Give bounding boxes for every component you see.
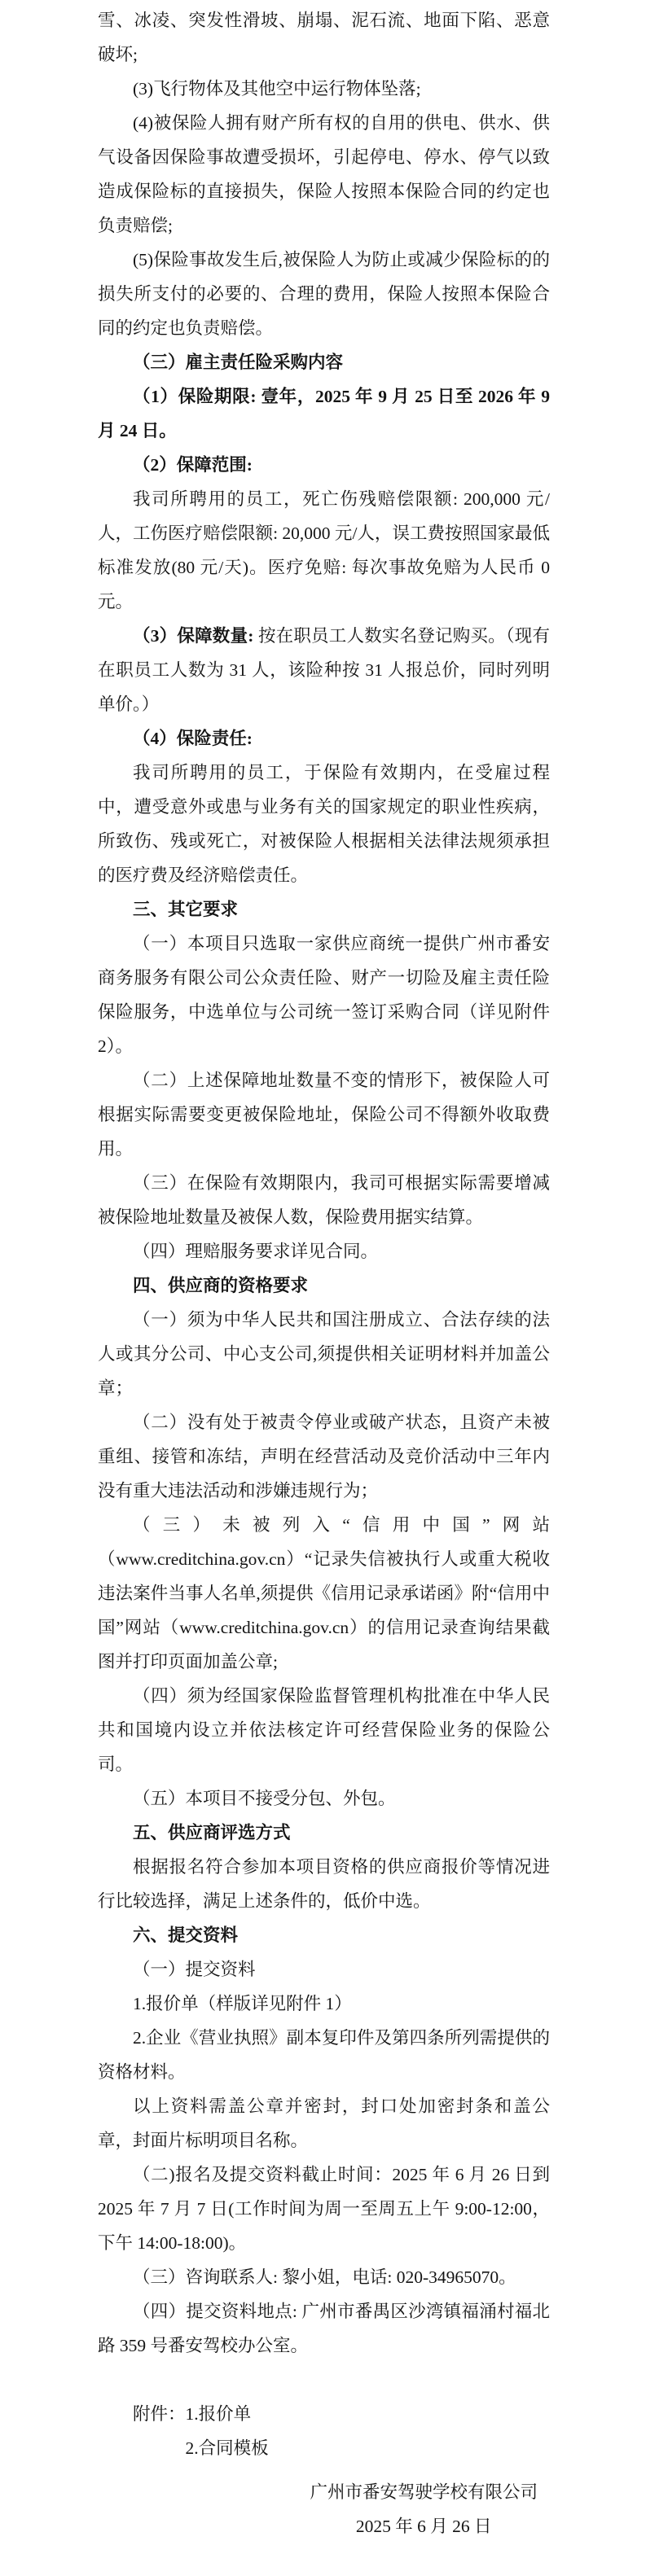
paragraph: 2.企业《营业执照》副本复印件及第四条所列需提供的资格材料。 [98,2028,550,2082]
paragraph: 我司所聘用的员工，于保险有效期内，在受雇过程中，遭受意外或患与业务有关的国家规定的职业性疾病，所致伤、残或死亡，对被保险人根据相关法律法规须承担的医疗费及经济赔偿责任。 [98,763,550,885]
paragraph: 以上资料需盖公章并密封，封口处加密封条和盖公章，封面片标明项目名称。 [98,2096,550,2150]
paragraph: (3)飞行物体及其他空中运行物体坠落; [133,79,421,99]
document-body [98,3,550,2363]
paragraph: 我司所聘用的员工，死亡伤残赔偿限额: 200,000 元/人，工伤医疗赔偿限额: 20,000 元/人，误工费按照国家最低标准发放(80 元/天)。医疗免赔: 每次事故免赔为人民币 0 元。 [98,489,550,611]
paragraph: (5)保险事故发生后,被保险人为防止或减少保险标的的损失所支付的必要的、合理的费用，保险人按照本保险合同的约定也负责赔偿。 [98,250,550,338]
signature-date: 2025 年 6 月 26 日 [355,2517,492,2536]
paragraph: （二）没有处于被责令停业或破产状态，且资产未被重组、接管和冻结，声明在经营活动及竞价活动中三年内没有重大违法活动和涉嫌违规行为； [98,1413,550,1500]
attachment-item: 2.合同模板 [185,2438,269,2458]
paragraph: （三）咨询联系人: 黎小姐，电话: 020-34965070。 [133,2267,516,2287]
paragraph: （三）在保险有效期限内，我司可根据实际需要增减被保险地址数量及被保人数，保险费用据实结算。 [98,1173,550,1227]
paragraph: 1.报价单（样版详见附件 1） [133,1994,352,2013]
paragraph: (4)被保险人拥有财产所有权的自用的供电、供水、供气设备因保险事故遭受损坏，引起停电、停水、停气以致造成保险标的直接损失，保险人按照本保险合同的约定也负责赔偿; [98,113,550,235]
paragraph: （四）提交资料地点: 广州市番禺区沙湾镇福涌村福北路 359 号番安驾校办公室。 [98,2302,550,2355]
paragraph: 雪、冰凌、突发性滑坡、崩塌、泥石流、地面下陷、恶意破坏; [98,11,550,64]
attachments-label: 附件： [133,2404,186,2424]
paragraph: （三）雇主责任险采购内容 [133,353,344,372]
paragraph: （一）本项目只选取一家供应商统一提供广州市番安商务服务有限公司公众责任险、财产一切险及雇主责任险保险服务，中选单位与公司统一签订采购合同（详见附件 2）。 [98,934,550,1056]
paragraph: （三）未被列入“信用中国”网站（www.creditchina.gov.cn）“记录失信被执行人或重大税收违法案件当事人名单,须提供《信用记录承诺函》附“信用中国”网站（www.creditchina.gov.cn）的信用记录查询结果截图并打印页面加盖公章; [98,1515,550,1671]
paragraph: （五）本项目不接受分包、外包。 [133,1789,396,1808]
paragraph: （二)报名及提交资料截止时间：2025 年 6 月 26 日到 2025 年 7 月 7 日(工作时间为周一至周五上午 9:00-12:00，下午 14:00-18:00)。 [98,2165,550,2253]
paragraph: （一）提交资料 [133,1960,256,1979]
paragraph: （一）须为中华人民共和国注册成立、合法存续的法人或其分公司、中心支公司,须提供相关证明材料并加盖公章； [98,1310,550,1398]
paragraph: 四、供应商的资格要求 [133,1276,309,1295]
attachments-block [98,2397,550,2465]
paragraph: （1）保险期限: 壹年，2025 年 9 月 25 日至 2026 年 9 月 24 日。 [98,387,550,440]
attachments-line [133,2397,550,2431]
signature-block [310,2475,538,2543]
attachment-item: 1.报价单 [185,2404,252,2424]
paragraph: （3）保障数量: 按在职员工人数实名登记购买。（现有在职员工人数为 31 人，该险种按 31 人报总价，同时列明单价。） [98,626,550,714]
paragraph: （四）须为经国家保险监督管理机构批准在中华人民共和国境内设立并依法核定许可经营保险业务的保险公司。 [98,1686,550,1774]
paragraph: 三、其它要求 [133,900,239,919]
paragraph: 六、提交资料 [133,1925,239,1945]
paragraph: （四）理赔服务要求详见合同。 [133,1242,379,1261]
paragraph: （4）保险责任: [133,729,253,748]
paragraph: 五、供应商评选方式 [133,1823,291,1842]
signature-company: 广州市番安驾驶学校有限公司 [310,2482,538,2502]
paragraph: 根据报名符合参加本项目资格的供应商报价等情况进行比较选择，满足上述条件的，低价中选。 [98,1857,550,1911]
paragraph: （2）保障范围: [133,455,253,475]
paragraph: （二）上述保障地址数量不变的情形下，被保险人可根据实际需要变更被保险地址，保险公司不得额外收取费用。 [98,1071,550,1159]
